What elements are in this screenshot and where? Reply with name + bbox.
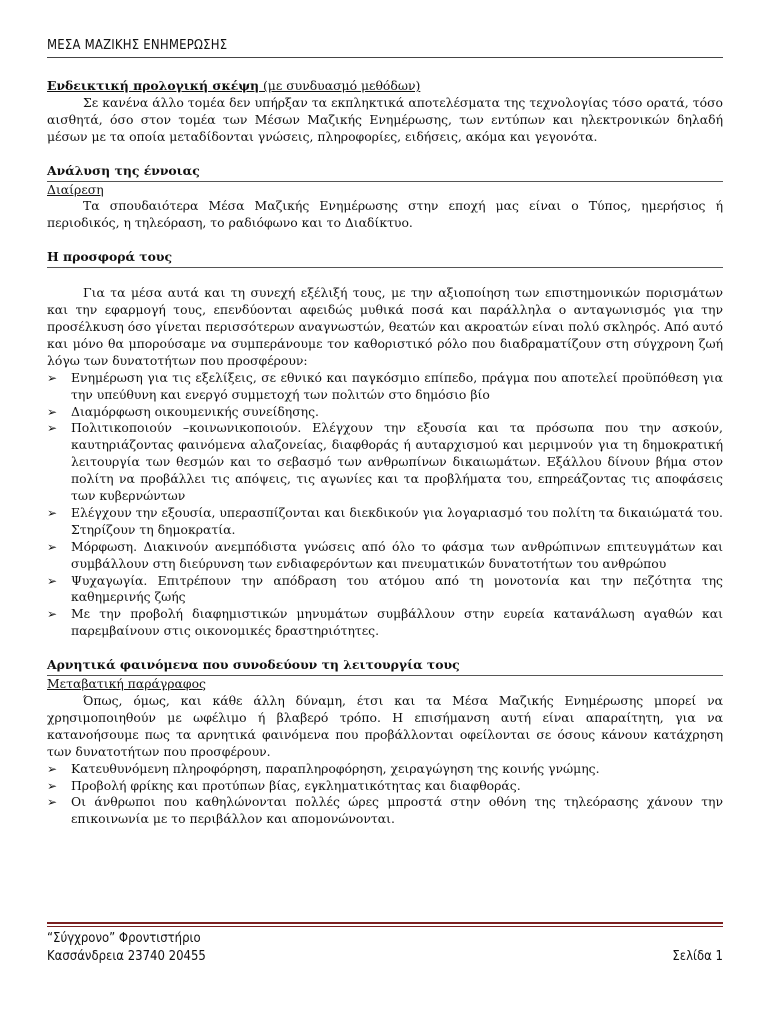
arrow-bullet-icon: ➢: [47, 607, 58, 622]
list-item-text: Μόρφωση. Διακινούν ανεμπόδιστα γνώσεις από όλο το φάσμα των ανθρώπινων επιτευγμάτων και συμβάλλουν στη διεύρυνση των ενδιαφερόντων και πνευματικών δυνατοτήτων του ανθρώπου: [71, 538, 723, 571]
list-item: [47, 573, 723, 607]
page-footer: [47, 930, 723, 966]
list-item: [47, 420, 723, 505]
list-item-text: Προβολή φρίκης και προτύπων βίας, εγκληματικότητας και διαφθοράς.: [71, 777, 521, 793]
arrow-bullet-icon: ➢: [47, 370, 58, 385]
arrow-bullet-icon: ➢: [47, 761, 58, 776]
list-item-text: Ενημέρωση για τις εξελίξεις, σε εθνικό και παγκόσμιο επίπεδο, πράγμα που αποτελεί προϋπόθεση για την υπεύθυνη και ενεργό συμμετοχή των πολιτών στο δημόσιο βίο: [71, 369, 723, 402]
analysis-paragraph: Τα σπουδαιότερα Μέσα Μαζικής Ενημέρωσης στην εποχή μας είναι ο Τύπος, ημερήσιος ή περιοδικός, η τηλεόραση, το ραδιόφωνο και το Διαδίκτυο.: [47, 198, 723, 231]
intro-heading-bold: Ενδεικτική προλογική σκέψη: [47, 78, 260, 93]
arrow-bullet-icon: ➢: [47, 573, 58, 588]
footer-organization: “Σύγχρονο” Φροντιστήριο: [47, 931, 201, 946]
list-item-text: Ψυχαγωγία. Επιτρέπουν την απόδραση του ατόμου από τη μονοτονία και την πεζότητα της καθημερινής ζωής: [71, 572, 723, 605]
footer-page-number: Σελίδα 1: [672, 949, 723, 964]
subheading-division: Διαίρεση: [47, 181, 104, 197]
list-item-text: Οι άνθρωποι που καθηλώνονται πολλές ώρες μπροστά στην οθόνη της τηλεόρασης χάνουν την επικοινωνία με το περιβάλλον και απομονώνονται.: [71, 794, 723, 827]
intro-heading-rest: (με συνδυασμό μεθόδων): [259, 78, 421, 93]
footer-address-phone: Κασσάνδρεια 23740 20455: [47, 949, 206, 964]
arrow-bullet-icon: ➢: [47, 421, 58, 436]
document-page: [47, 38, 723, 828]
list-item-text: Διαμόρφωση οικουμενικής συνείδησης.: [71, 403, 319, 419]
list-item: [47, 778, 723, 795]
arrow-bullet-icon: ➢: [47, 778, 58, 793]
negative-paragraph: Όπως, όμως, και κάθε άλλη δύναμη, έτσι και τα Μέσα Μαζικής Ενημέρωσης μπορεί να χρησιμοποιηθούν με ωφέλιμο ή βλαβερό τρόπο. Η επισήμανση αυτή είναι απαραίτητη, για να κατανοήσουμε πως τα αρνητικά φαινόμενα που προβάλλονται οφείλονται σε όσους κάνουν κατάχρηση των δυνατοτήτων που προσφέρουν.: [47, 693, 723, 759]
list-item: [47, 404, 723, 421]
arrow-bullet-icon: ➢: [47, 539, 58, 554]
arrow-bullet-icon: ➢: [47, 505, 58, 520]
list-item: [47, 606, 723, 640]
subheading-transition: Μεταβατική παράγραφος: [47, 676, 206, 692]
list-item: [47, 794, 723, 828]
list-item: [47, 539, 723, 573]
offer-paragraph: Για τα μέσα αυτά και τη συνεχή εξέλιξή τους, με την αξιοποίηση των επιστημονικών πορισμάτων και την εφαρμογή τους, επενδύονται αφειδώς μυθικά ποσά και παράλληλα ο ανταγωνισμός για την προσέλκυση όσο γίνεται περισσότερων αναγνωστών, θεατών και ακροατών είναι πολύ σκληρός. Από αυτό και μόνο θα μπορούσαμε να συμπεράνουμε τον καθοριστικό ρόλο που διαδραματίζουν στη σύγχρονη ζωή λόγω των δυνατοτήτων που προσφέρουν:: [47, 285, 723, 368]
list-item-text: Με την προβολή διαφημιστικών μηνυμάτων συμβάλλουν στην ευρεία κατανάλωση αγαθών και παρεμβαίνουν στις οικονομικές δραστηριότητες.: [71, 606, 723, 639]
footer-rule: [47, 922, 723, 927]
list-item-text: Πολιτικοποιούν –κοινωνικοποιούν. Ελέγχουν την εξουσία και τα πρόσωπα που την ασκούν, καυτηριάζοντας φαινόμενα αλαζονείας, διαφθοράς ή αυταρχισμού και μεριμνούν για τη δημοκρατική λειτουργία των θεσμών και το σεβασμό των ανθρωπίνων δικαιωμάτων. Εξάλλου δίνουν βήμα στον πολίτη να προβάλλει τις απόψεις, τις αγωνίες και τα προβλήματα του, επηρεάζοντας τις αποφάσεις των κυβερνώντων: [71, 420, 723, 504]
offer-bullet-list: [47, 370, 723, 641]
intro-heading: [47, 78, 723, 95]
running-header: ΜΕΣΑ ΜΑΖΙΚΗΣ ΕΝΗΜΕΡΩΣΗΣ: [47, 38, 723, 58]
list-item: [47, 761, 723, 778]
arrow-bullet-icon: ➢: [47, 795, 58, 810]
section-heading-offer: Η προσφορά τους: [47, 249, 723, 268]
arrow-bullet-icon: ➢: [47, 404, 58, 419]
negative-bullet-list: [47, 761, 723, 829]
document-body: [47, 78, 723, 828]
list-item: [47, 505, 723, 539]
intro-paragraph: Σε κανένα άλλο τομέα δεν υπήρξαν τα εκπληκτικά αποτελέσματα της τεχνολογίας τόσο ορατά, τόσο αισθητά, όσο στον τομέα των Μέσων Μαζικής Ενημέρωσης, των εντύπων και ηλεκτρονικών δηλαδή μέσων με τα οποία μεταδίδονται γνώσεις, πληροφορίες, ειδήσεις, ακόμα και γεγονότα.: [47, 94, 723, 144]
section-heading-analysis: Ανάλυση της έννοιας: [47, 163, 723, 182]
list-item-text: Ελέγχουν την εξουσία, υπερασπίζονται και διεκδικούν για λογαριασμό του πολίτη τα δικαιώματά του. Στηρίζουν τη δημοκρατία.: [71, 504, 723, 537]
list-item: [47, 370, 723, 404]
section-heading-negative: Αρνητικά φαινόμενα που συνοδεύουν τη λειτουργία τους: [47, 657, 723, 676]
list-item-text: Κατευθυνόμενη πληροφόρηση, παραπληροφόρηση, χειραγώγηση της κοινής γνώμης.: [71, 760, 600, 776]
